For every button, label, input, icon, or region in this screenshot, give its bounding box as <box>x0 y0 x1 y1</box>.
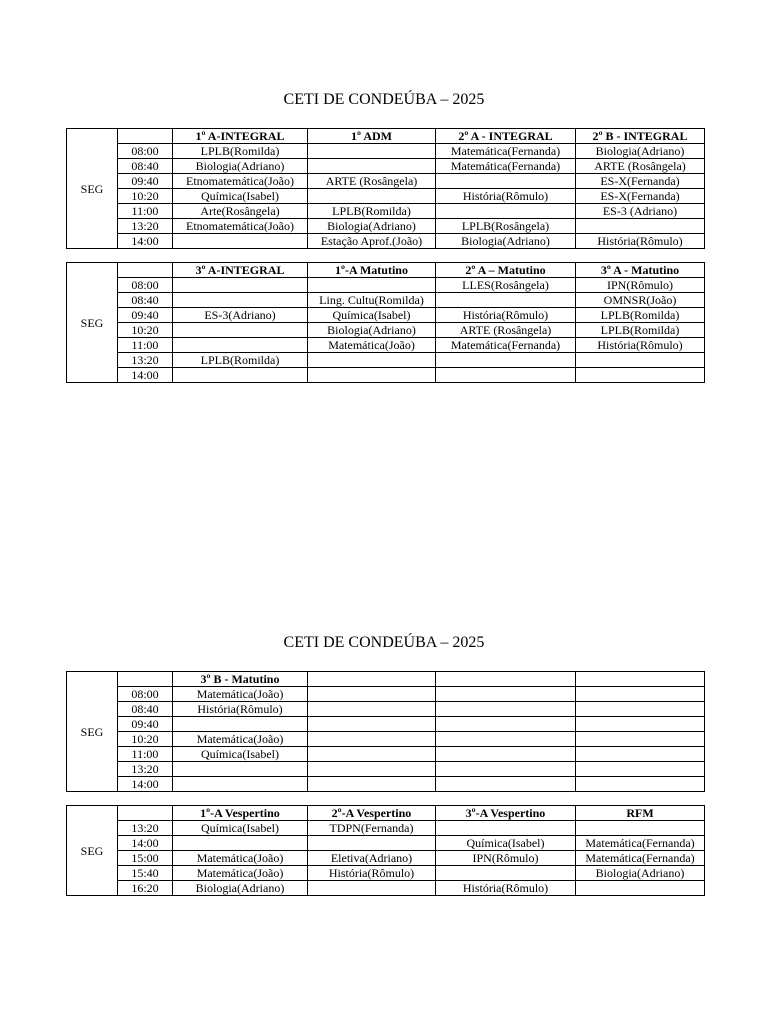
subject-cell <box>308 747 436 762</box>
subject-cell: ARTE (Rosângela) <box>308 174 436 189</box>
subject-cell: Biologia(Adriano) <box>308 219 436 234</box>
subject-cell: Matemática(Fernanda) <box>576 836 705 851</box>
table-row <box>67 204 705 219</box>
subject-cell: Matemática(Fernanda) <box>436 338 576 353</box>
subject-cell: História(Rômulo) <box>173 702 308 717</box>
subject-cell: Matemática(João) <box>173 866 308 881</box>
subject-cell <box>308 687 436 702</box>
subject-cell <box>436 762 576 777</box>
subject-cell <box>436 717 576 732</box>
subject-cell <box>436 732 576 747</box>
subject-cell <box>576 353 705 368</box>
subject-cell: LPLB(Romilda) <box>308 204 436 219</box>
class-header: 3º A-INTEGRAL <box>173 263 308 278</box>
subject-cell: TDPN(Fernanda) <box>308 821 436 836</box>
time-cell: 15:40 <box>118 866 173 881</box>
time-cell: 14:00 <box>118 234 173 249</box>
class-header: 2º-A Vespertino <box>308 806 436 821</box>
schedule-table <box>66 128 705 249</box>
subject-cell <box>576 777 705 792</box>
table-row <box>67 851 705 866</box>
table-row <box>67 866 705 881</box>
subject-cell: ES-3 (Adriano) <box>576 204 705 219</box>
time-cell: 15:00 <box>118 851 173 866</box>
subject-cell <box>436 174 576 189</box>
time-cell: 13:20 <box>118 219 173 234</box>
class-header: 2º A – Matutino <box>436 263 576 278</box>
header-row <box>67 129 705 144</box>
subject-cell <box>576 881 705 896</box>
subject-cell <box>173 338 308 353</box>
class-header: 1º-A Matutino <box>308 263 436 278</box>
table-row <box>67 323 705 338</box>
subject-cell: Química(Isabel) <box>173 747 308 762</box>
subject-cell: ARTE (Rosângela) <box>436 323 576 338</box>
subject-cell: IPN(Rômulo) <box>576 278 705 293</box>
page-title: CETI DE CONDEÚBA – 2025 <box>283 91 485 108</box>
subject-cell: Biologia(Adriano) <box>173 159 308 174</box>
subject-cell: Biologia(Adriano) <box>576 866 705 881</box>
table-row <box>67 308 705 323</box>
time-cell: 11:00 <box>118 747 173 762</box>
subject-cell <box>308 278 436 293</box>
page-title: CETI DE CONDEÚBA – 2025 <box>283 634 485 651</box>
time-cell: 08:40 <box>118 293 173 308</box>
subject-cell: ES-X(Fernanda) <box>576 189 705 204</box>
class-header: 1º-A Vespertino <box>173 806 308 821</box>
subject-cell: História(Rômulo) <box>576 338 705 353</box>
table-row <box>67 747 705 762</box>
header-row <box>67 672 705 687</box>
subject-cell <box>576 732 705 747</box>
time-cell: 13:20 <box>118 762 173 777</box>
table-row <box>67 174 705 189</box>
table-row <box>67 777 705 792</box>
subject-cell: Biologia(Adriano) <box>576 144 705 159</box>
table-row <box>67 836 705 851</box>
table-row <box>67 762 705 777</box>
subject-cell <box>308 777 436 792</box>
subject-cell: ARTE (Rosângela) <box>576 159 705 174</box>
class-header: RFM <box>576 806 705 821</box>
subject-cell <box>173 777 308 792</box>
subject-cell: Biologia(Adriano) <box>308 323 436 338</box>
subject-cell: História(Rômulo) <box>308 866 436 881</box>
header-row <box>67 263 705 278</box>
subject-cell <box>576 702 705 717</box>
time-cell: 08:00 <box>118 687 173 702</box>
subject-cell <box>576 717 705 732</box>
subject-cell: LPLB(Romilda) <box>576 323 705 338</box>
time-cell: 08:00 <box>118 144 173 159</box>
subject-cell <box>308 732 436 747</box>
subject-cell <box>308 702 436 717</box>
subject-cell: Matemática(João) <box>173 851 308 866</box>
time-cell: 08:00 <box>118 278 173 293</box>
day-cell: SEG <box>67 129 118 249</box>
class-header: 1º A-INTEGRAL <box>173 129 308 144</box>
class-header: 3º B - Matutino <box>173 672 308 687</box>
subject-cell <box>308 836 436 851</box>
subject-cell <box>173 717 308 732</box>
subject-cell <box>436 866 576 881</box>
time-cell: 13:20 <box>118 821 173 836</box>
class-header <box>436 672 576 687</box>
subject-cell <box>308 881 436 896</box>
subject-cell: Estação Aprof.(João) <box>308 234 436 249</box>
table-row <box>67 717 705 732</box>
subject-cell: Química(Isabel) <box>308 308 436 323</box>
subject-cell: IPN(Rômulo) <box>436 851 576 866</box>
table-row <box>67 234 705 249</box>
subject-cell: História(Rômulo) <box>576 234 705 249</box>
header-row <box>67 806 705 821</box>
time-cell: 08:40 <box>118 159 173 174</box>
subject-cell <box>308 353 436 368</box>
subject-cell: Ling. Cultu(Romilda) <box>308 293 436 308</box>
subject-cell: LLES(Rosângela) <box>436 278 576 293</box>
subject-cell: Matemática(Fernanda) <box>436 144 576 159</box>
subject-cell <box>436 353 576 368</box>
day-cell: SEG <box>67 672 118 792</box>
subject-cell: Etnomatemática(João) <box>173 174 308 189</box>
schedule-table <box>66 671 705 792</box>
time-cell: 16:20 <box>118 881 173 896</box>
time-header-cell <box>118 806 173 821</box>
table-row <box>67 338 705 353</box>
class-header <box>308 672 436 687</box>
subject-cell: História(Rômulo) <box>436 308 576 323</box>
time-cell: 10:20 <box>118 732 173 747</box>
table-row <box>67 189 705 204</box>
subject-cell <box>436 821 576 836</box>
subject-cell: Biologia(Adriano) <box>436 234 576 249</box>
time-cell: 10:20 <box>118 323 173 338</box>
class-header: 2º B - INTEGRAL <box>576 129 705 144</box>
subject-cell <box>576 821 705 836</box>
subject-cell <box>308 368 436 383</box>
subject-cell <box>308 159 436 174</box>
subject-cell: História(Rômulo) <box>436 189 576 204</box>
subject-cell: ES-X(Fernanda) <box>576 174 705 189</box>
subject-cell: Química(Isabel) <box>436 836 576 851</box>
subject-cell: Química(Isabel) <box>173 189 308 204</box>
table-row <box>67 219 705 234</box>
subject-cell <box>308 144 436 159</box>
subject-cell <box>173 293 308 308</box>
subject-cell: ES-3(Adriano) <box>173 308 308 323</box>
subject-cell <box>173 368 308 383</box>
subject-cell <box>576 762 705 777</box>
subject-cell: Química(Isabel) <box>173 821 308 836</box>
table-row <box>67 144 705 159</box>
table-row <box>67 278 705 293</box>
time-cell: 14:00 <box>118 777 173 792</box>
subject-cell: LPLB(Romilda) <box>173 144 308 159</box>
subject-cell <box>436 687 576 702</box>
time-cell: 13:20 <box>118 353 173 368</box>
subject-cell: OMNSR(João) <box>576 293 705 308</box>
subject-cell <box>436 293 576 308</box>
time-header-cell <box>118 263 173 278</box>
time-cell: 11:00 <box>118 204 173 219</box>
subject-cell: Etnomatemática(João) <box>173 219 308 234</box>
subject-cell <box>308 717 436 732</box>
time-cell: 10:20 <box>118 189 173 204</box>
table-row <box>67 732 705 747</box>
table-row <box>67 821 705 836</box>
subject-cell: História(Rômulo) <box>436 881 576 896</box>
time-cell: 09:40 <box>118 308 173 323</box>
subject-cell: Matemática(João) <box>173 687 308 702</box>
subject-cell <box>308 189 436 204</box>
subject-cell: LPLB(Romilda) <box>576 308 705 323</box>
table-row <box>67 353 705 368</box>
subject-cell <box>576 687 705 702</box>
table-row <box>67 159 705 174</box>
subject-cell <box>308 762 436 777</box>
schedule-table <box>66 262 705 383</box>
time-cell: 11:00 <box>118 338 173 353</box>
subject-cell <box>173 762 308 777</box>
subject-cell: Matemática(João) <box>308 338 436 353</box>
time-cell: 14:00 <box>118 368 173 383</box>
subject-cell <box>436 747 576 762</box>
subject-cell <box>173 836 308 851</box>
class-header: 3º A - Matutino <box>576 263 705 278</box>
subject-cell: LPLB(Romilda) <box>173 353 308 368</box>
subject-cell <box>436 204 576 219</box>
subject-cell <box>576 219 705 234</box>
subject-cell <box>436 702 576 717</box>
subject-cell <box>173 234 308 249</box>
class-header: 3º-A Vespertino <box>436 806 576 821</box>
time-cell: 08:40 <box>118 702 173 717</box>
subject-cell: Matemática(Fernanda) <box>576 851 705 866</box>
table-row <box>67 702 705 717</box>
time-cell: 09:40 <box>118 717 173 732</box>
class-header <box>576 672 705 687</box>
table-row <box>67 687 705 702</box>
subject-cell <box>576 747 705 762</box>
time-cell: 14:00 <box>118 836 173 851</box>
subject-cell <box>173 323 308 338</box>
class-header: 2º A - INTEGRAL <box>436 129 576 144</box>
time-header-cell <box>118 672 173 687</box>
subject-cell: Eletiva(Adriano) <box>308 851 436 866</box>
time-header-cell <box>118 129 173 144</box>
subject-cell <box>576 368 705 383</box>
schedule-table <box>66 805 705 896</box>
subject-cell: Biologia(Adriano) <box>173 881 308 896</box>
class-header: 1º ADM <box>308 129 436 144</box>
subject-cell: LPLB(Rosângela) <box>436 219 576 234</box>
table-row <box>67 368 705 383</box>
subject-cell: Matemática(Fernanda) <box>436 159 576 174</box>
day-cell: SEG <box>67 263 118 383</box>
day-cell: SEG <box>67 806 118 896</box>
subject-cell: Arte(Rosângela) <box>173 204 308 219</box>
time-cell: 09:40 <box>118 174 173 189</box>
subject-cell <box>436 368 576 383</box>
table-row <box>67 293 705 308</box>
table-row <box>67 881 705 896</box>
subject-cell <box>173 278 308 293</box>
subject-cell: Matemática(João) <box>173 732 308 747</box>
subject-cell <box>436 777 576 792</box>
